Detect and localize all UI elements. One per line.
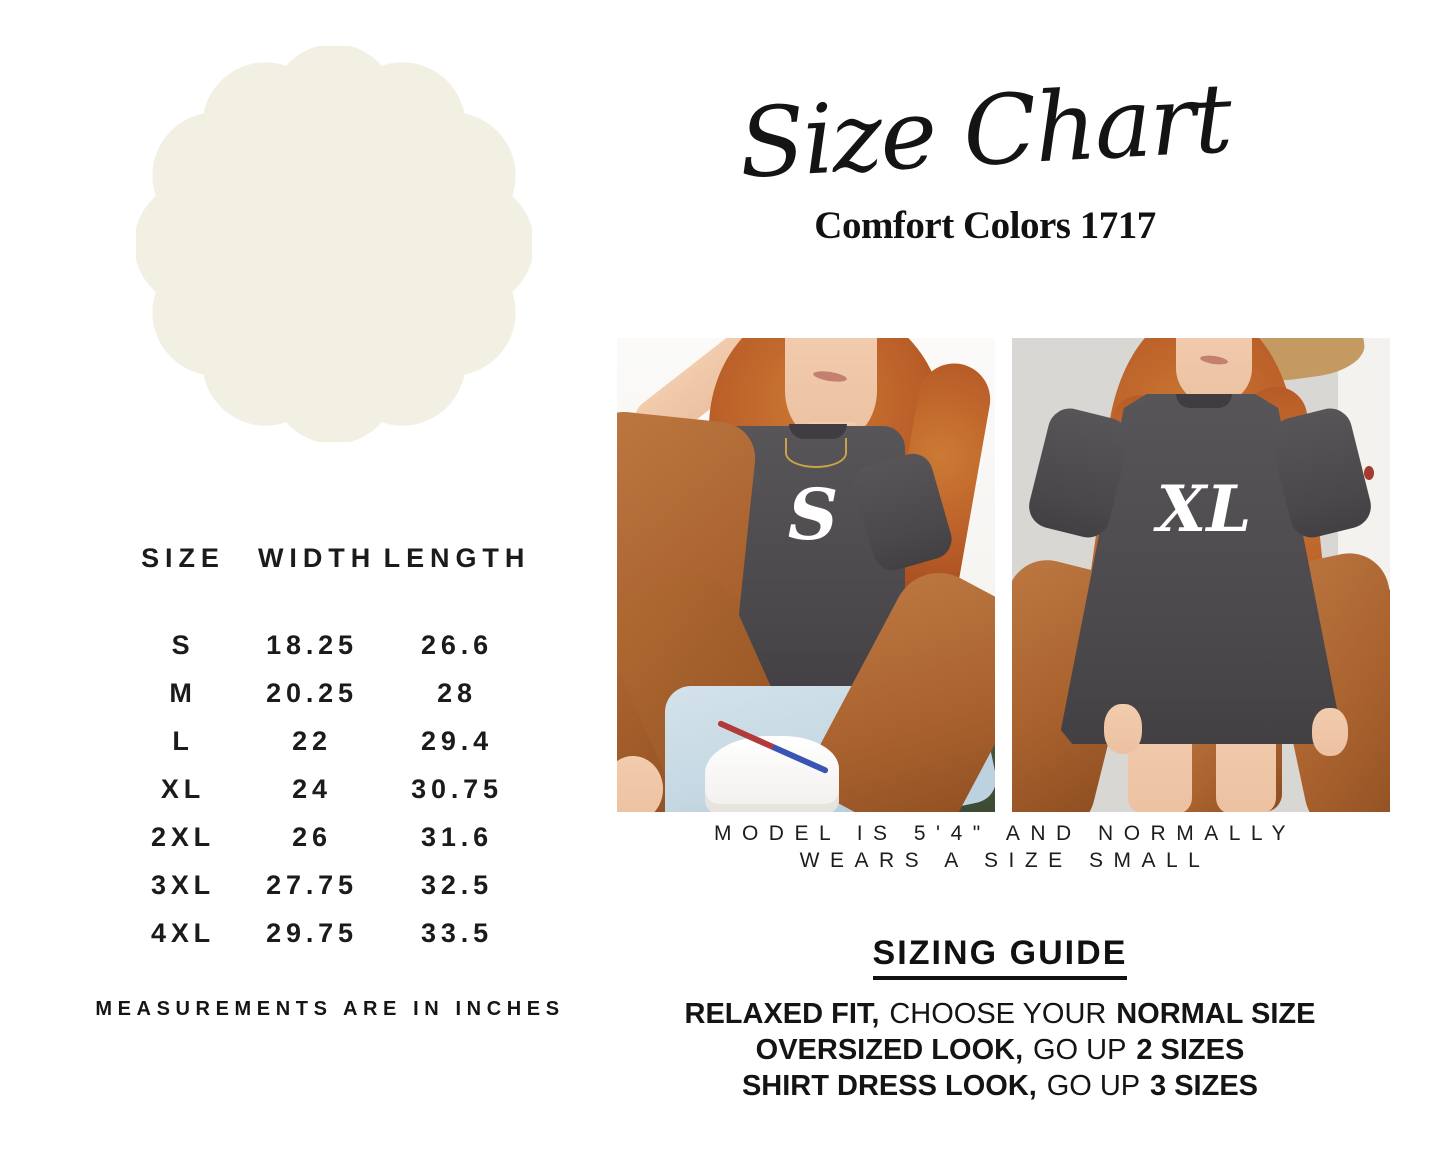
sizing-guide-heading: SIZING GUIDE <box>873 934 1128 980</box>
cell-length: 31.6 <box>421 821 493 852</box>
size-table <box>108 543 548 957</box>
shirt-size-letter: S <box>787 473 839 556</box>
scallop-flower-shape <box>136 46 532 442</box>
guide-text-bold: 2 SIZES <box>1136 1034 1245 1066</box>
model-caption-line2: WEARS A SIZE SMALL <box>799 849 1211 872</box>
size-table-header <box>108 543 548 573</box>
page-subtitle: Comfort Colors 1717 <box>814 204 1156 248</box>
tee-collar <box>1176 394 1232 408</box>
cell-length: 28 <box>437 677 477 708</box>
guide-text-bold: NORMAL SIZE <box>1116 998 1316 1030</box>
guide-text: CHOOSE YOUR <box>889 998 1107 1030</box>
cell-size: 2XL <box>150 821 216 852</box>
table-row <box>108 765 548 813</box>
cell-width: 20.25 <box>266 677 358 708</box>
guide-text: GO UP <box>1046 1070 1141 1102</box>
col-header-length: LENGTH <box>383 543 531 573</box>
table-row <box>108 813 548 861</box>
sizing-guide-lines <box>650 996 1350 1104</box>
cell-width: 18.25 <box>266 629 358 660</box>
cell-width: 22 <box>292 725 332 756</box>
table-row <box>108 621 548 669</box>
col-header-width: WIDTH <box>258 543 377 573</box>
cell-length: 26.6 <box>421 629 493 660</box>
necklace <box>785 438 847 468</box>
cell-size: M <box>169 677 197 708</box>
measurements-note: MEASUREMENTS ARE IN INCHES <box>95 998 565 1020</box>
model-photo-size-xl <box>1012 338 1390 812</box>
page-title: Size Chart <box>736 62 1234 200</box>
cell-width: 24 <box>292 773 332 804</box>
sizing-guide <box>650 934 1350 1104</box>
model-hand <box>1104 704 1142 754</box>
guide-text-bold: 3 SIZES <box>1150 1070 1259 1102</box>
cell-length: 32.5 <box>421 869 493 900</box>
table-row <box>108 909 548 957</box>
cell-length: 33.5 <box>421 917 493 948</box>
cell-width: 29.75 <box>266 917 358 948</box>
cell-width: 26 <box>292 821 332 852</box>
cell-size: XL <box>160 773 206 804</box>
sizing-guide-line <box>650 1032 1350 1068</box>
cell-length: 29.4 <box>421 725 493 756</box>
size-table-body <box>108 621 548 957</box>
title-block <box>660 62 1310 248</box>
model-caption-line1: MODEL IS 5'4" AND NORMALLY <box>713 822 1297 845</box>
plant-berry <box>1364 466 1374 480</box>
tshirt-collar <box>789 424 847 439</box>
table-row <box>108 717 548 765</box>
sizing-guide-line <box>650 996 1350 1032</box>
table-row <box>108 669 548 717</box>
guide-text-bold: SHIRT DRESS LOOK, <box>741 1070 1037 1102</box>
model-caption <box>640 820 1370 874</box>
guide-text-bold: OVERSIZED LOOK, <box>755 1034 1024 1066</box>
sizing-guide-line <box>650 1068 1350 1104</box>
cell-size: 3XL <box>150 869 216 900</box>
col-header-size: SIZE <box>141 543 225 573</box>
cell-length: 30.75 <box>411 773 503 804</box>
model-hand <box>1312 708 1348 756</box>
model-photo-size-s <box>617 338 995 812</box>
guide-text-bold: RELAXED FIT, <box>684 998 880 1030</box>
table-row <box>108 861 548 909</box>
cell-size: S <box>171 629 195 660</box>
cell-size: L <box>172 725 194 756</box>
cell-size: 4XL <box>150 917 216 948</box>
guide-text: GO UP <box>1033 1034 1127 1066</box>
shirt-size-letter: XL <box>1156 472 1252 547</box>
cell-width: 27.75 <box>266 869 358 900</box>
